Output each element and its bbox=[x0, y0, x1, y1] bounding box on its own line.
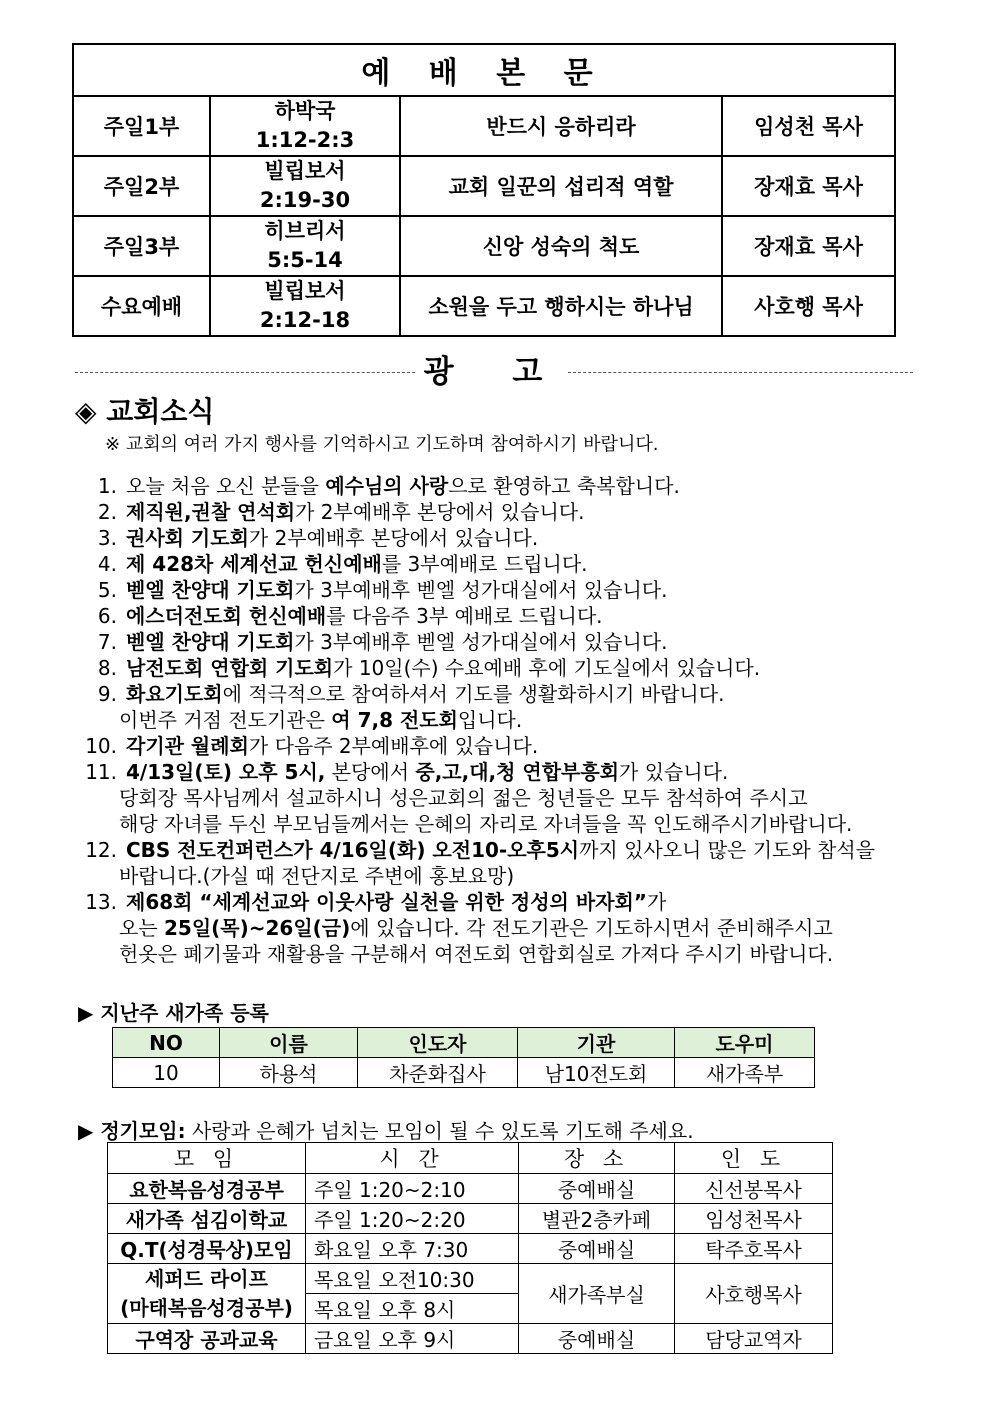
list-item: 6. 에스더전도회 헌신예배를 다음주 3부 예배로 드립니다. bbox=[97, 604, 603, 628]
table-row bbox=[108, 1234, 833, 1264]
list-item: 11. 4/13일(토) 오후 5시, 본당에서 중,고,대,청 연합부흥회가 있습니다. bbox=[85, 760, 729, 784]
sermon-topic: 소원을 두고 행하시는 하나님 bbox=[400, 276, 722, 336]
meeting-name: Q.T(성경묵상)모임 bbox=[108, 1234, 306, 1264]
divider-left bbox=[75, 372, 415, 373]
column-header: 인 도 bbox=[675, 1143, 833, 1174]
table-row bbox=[108, 1174, 833, 1204]
meeting-leader: 담당교역자 bbox=[675, 1324, 833, 1354]
list-item: 10. 각기관 월례회가 다음주 2부예배후에 있습니다. bbox=[85, 734, 539, 758]
announcement-list bbox=[72, 473, 952, 967]
scripture: 히브리서 5:5-14 bbox=[210, 216, 400, 276]
column-header: 도우미 bbox=[675, 1028, 815, 1058]
table-cell: 남10전도회 bbox=[518, 1058, 675, 1088]
service-name: 수요예배 bbox=[73, 276, 210, 336]
meeting-time: 주일 1:20~2:20 bbox=[306, 1204, 519, 1234]
meeting-time: 주일 1:20~2:10 bbox=[306, 1174, 519, 1204]
meeting-leader: 탁주호목사 bbox=[675, 1234, 833, 1264]
meeting-place: 중예배실 bbox=[519, 1234, 675, 1264]
sermon-title: 예 배 본 문 bbox=[73, 44, 895, 96]
service-name: 주일3부 bbox=[73, 216, 210, 276]
church-news-note: ※ 교회의 여러 가지 행사를 기억하시고 기도하며 참여하시기 바랍니다. bbox=[105, 434, 659, 455]
table-cell: 하용석 bbox=[220, 1058, 358, 1088]
meeting-leader: 사호행목사 bbox=[675, 1264, 833, 1324]
meeting-leader: 신선봉목사 bbox=[675, 1174, 833, 1204]
scripture: 하박국 1:12-2:3 bbox=[210, 96, 400, 156]
list-item: 2. 제직원,권찰 연석회가 2부예배후 본당에서 있습니다. bbox=[97, 500, 585, 524]
list-item: 9. 화요기도회에 적극적으로 참여하셔서 기도를 생활화하시기 바랍니다. bbox=[97, 682, 725, 706]
meeting-time: 금요일 오후 9시 bbox=[306, 1324, 519, 1354]
list-item: 5. 벧엘 찬양대 기도회가 3부예배후 벧엘 성가대실에서 있습니다. bbox=[97, 578, 668, 602]
preacher: 장재효 목사 bbox=[722, 156, 895, 216]
preacher: 임성천 목사 bbox=[722, 96, 895, 156]
column-header: 기관 bbox=[518, 1028, 675, 1058]
announcement-title: 광 고 bbox=[423, 354, 567, 390]
preacher: 장재효 목사 bbox=[722, 216, 895, 276]
new-family-table bbox=[112, 1027, 815, 1088]
list-item: 13. 제68회 “세계선교와 이웃사랑 실천을 위한 정성의 바자회”가 bbox=[85, 890, 667, 914]
list-item-continuation: 바랍니다.(가실 때 전단지로 주변에 홍보요망) bbox=[119, 864, 515, 888]
column-header: NO bbox=[113, 1028, 220, 1058]
meeting-name: 구역장 공과교육 bbox=[108, 1324, 306, 1354]
meeting-time: 목요일 오전10:30 bbox=[306, 1264, 519, 1294]
service-name: 주일2부 bbox=[73, 156, 210, 216]
table-cell: 10 bbox=[113, 1058, 220, 1088]
list-item: 1. 오늘 처음 오신 분들을 예수님의 사랑으로 환영하고 축복합니다. bbox=[97, 474, 680, 498]
list-item-continuation: 이번주 거점 전도기관은 여 7,8 전도회입니다. bbox=[119, 708, 523, 732]
list-item: 12. CBS 전도컨퍼런스가 4/16일(화) 오전10-오후5시까지 있사오니 많은 기도와 참석을 bbox=[85, 838, 875, 862]
column-header: 이름 bbox=[220, 1028, 358, 1058]
list-item-continuation: 해당 자녀를 두신 부모님들께서는 은혜의 자리로 자녀들을 꼭 인도해주시기바랍니다. bbox=[119, 812, 853, 836]
table-cell: 새가족부 bbox=[675, 1058, 815, 1088]
meetings-label: ▶ 정기모임: 사랑과 은혜가 넘치는 모임이 될 수 있도록 기도해 주세요. bbox=[78, 1119, 694, 1143]
meeting-place: 중예배실 bbox=[519, 1324, 675, 1354]
column-header: 시 간 bbox=[306, 1143, 519, 1174]
meeting-time: 목요일 오후 8시 bbox=[306, 1294, 519, 1324]
new-family-label: ▶ 지난주 새가족 등록 bbox=[78, 1001, 269, 1025]
meeting-place: 새가족부실 bbox=[519, 1264, 675, 1324]
meeting-time: 화요일 오후 7:30 bbox=[306, 1234, 519, 1264]
list-item: 8. 남전도회 연합회 기도회가 10일(수) 수요예배 후에 기도실에서 있습니다. bbox=[97, 656, 761, 680]
church-news-title: ◈ 교회소식 bbox=[75, 395, 215, 428]
table-row bbox=[108, 1324, 833, 1354]
column-header: 모 임 bbox=[108, 1143, 306, 1174]
meeting-name: 새가족 섬김이학교 bbox=[108, 1204, 306, 1234]
meeting-name: 세퍼드 라이프 (마태복음성경공부) bbox=[108, 1264, 306, 1324]
table-row bbox=[108, 1264, 833, 1294]
meeting-leader: 임성천목사 bbox=[675, 1204, 833, 1234]
scripture: 빌립보서 2:12-18 bbox=[210, 276, 400, 336]
meetings-table bbox=[107, 1142, 833, 1354]
sermon-topic: 반드시 응하리라 bbox=[400, 96, 722, 156]
list-item-continuation: 당회장 목사님께서 설교하시니 성은교회의 젊은 청년들은 모두 참석하여 주시고 bbox=[119, 786, 808, 810]
list-item-continuation: 오는 25일(목)~26일(금)에 있습니다. 각 전도기관은 기도하시면서 준비해주시고 bbox=[119, 916, 833, 940]
sermon-row bbox=[73, 96, 895, 156]
sermon-topic: 신앙 성숙의 척도 bbox=[400, 216, 722, 276]
scripture: 빌립보서 2:19-30 bbox=[210, 156, 400, 216]
sermon-topic: 교회 일꾼의 섭리적 역할 bbox=[400, 156, 722, 216]
service-name: 주일1부 bbox=[73, 96, 210, 156]
sermon-table bbox=[72, 43, 896, 337]
sermon-row bbox=[73, 216, 895, 276]
sermon-row bbox=[73, 276, 895, 336]
list-item: 3. 권사회 기도회가 2부예배후 본당에서 있습니다. bbox=[97, 526, 539, 550]
list-item: 7. 벧엘 찬양대 기도회가 3부예배후 벧엘 성가대실에서 있습니다. bbox=[97, 630, 668, 654]
table-row bbox=[108, 1204, 833, 1234]
table-cell: 차준화집사 bbox=[358, 1058, 518, 1088]
column-header: 장 소 bbox=[519, 1143, 675, 1174]
meeting-place: 별관2층카페 bbox=[519, 1204, 675, 1234]
column-header: 인도자 bbox=[358, 1028, 518, 1058]
list-item-continuation: 헌옷은 폐기물과 재활용을 구분해서 여전도회 연합회실로 가져다 주시기 바랍니다. bbox=[119, 942, 834, 966]
preacher: 사호행 목사 bbox=[722, 276, 895, 336]
list-item: 4. 제 428차 세계선교 헌신예배를 3부예배로 드립니다. bbox=[97, 552, 588, 576]
sermon-row bbox=[73, 156, 895, 216]
meeting-place: 중예배실 bbox=[519, 1174, 675, 1204]
divider-right bbox=[568, 372, 913, 373]
meeting-name: 요한복음성경공부 bbox=[108, 1174, 306, 1204]
table-row bbox=[113, 1058, 815, 1088]
